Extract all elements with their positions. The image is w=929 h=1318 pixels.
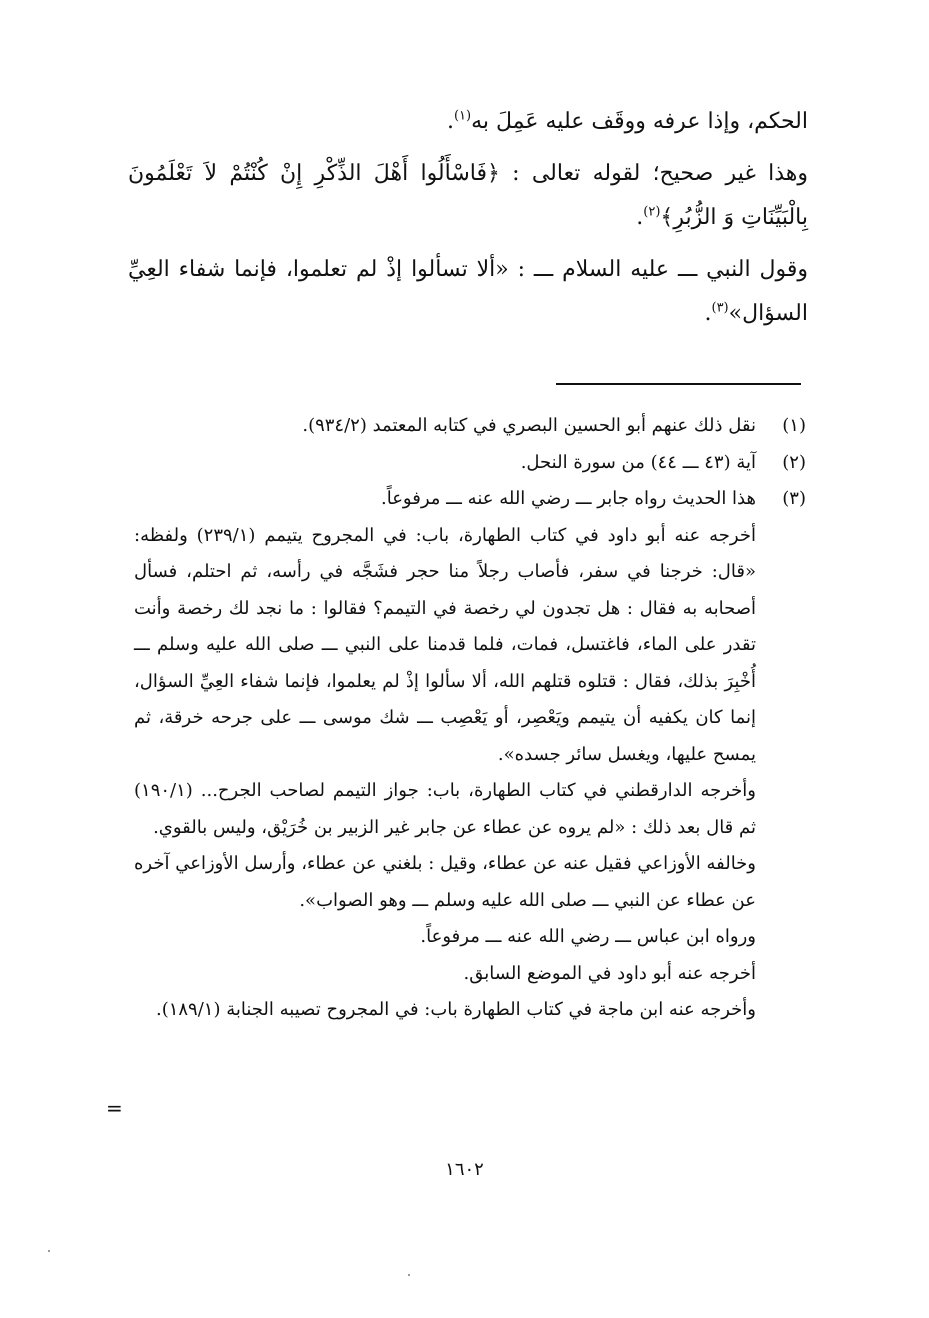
footnote-3	[134, 481, 806, 518]
footnote-text: نقل ذلك عنهم أبو الحسين البصري في كتابه المعتمد (٩٣٤/٢).	[302, 415, 756, 436]
body-text: وقول النبي ـــ عليه السلام ـــ : «ألا تسألوا إذْ لم تعلموا، فإنما شفاء العِيِّ السؤال»	[128, 257, 808, 326]
footnote-text: آية (٤٣ ـــ ٤٤) من سورة النحل.	[520, 451, 756, 473]
footnotes	[134, 408, 806, 1029]
continuation-marker: =	[106, 1096, 123, 1120]
footnote-continuation: وأخرجه الدارقطني في كتاب الطهارة، باب: جواز التيمم لصاحب الجرح... (١٩٠/١) ثم قال بعد ذلك : «لم يروه عن عطاء عن جابر غير الزبير بن خُرَيْق، وليس بالقوي.	[134, 780, 756, 838]
footnote-continuation: وخالفه الأوزاعي فقيل عنه عن عطاء، وقيل : بلغني عن عطاء، وأرسل الأوزاعي آخره عن عطاء عن النبي ـــ صلى الله عليه وسلم ـــ وهو الصواب».	[134, 853, 756, 911]
footnote-ref[interactable]: (١)	[453, 108, 472, 124]
footnote-continuation: وأخرجه عنه ابن ماجة في كتاب الطهارة باب: في المجروح تصيبه الجنابة (١٨٩/١).	[155, 999, 756, 1020]
footnote-ref[interactable]: (٣)	[711, 300, 729, 316]
footnote-separator	[556, 383, 801, 385]
body-paragraph-2: وهذا غير صحيح؛ لقوله تعالى : ﴿فَاسْأَلُوا أَهْلَ الذِّكْرِ إِنْ كُنْتُمْ لاَ تَعْلَمُونَ بِالْبَيِّنَاتِ وَ الزُّبُرِ﴾$^{(٢)}$.	[128, 161, 808, 230]
footnote-number: (٣)	[782, 488, 806, 509]
footnote-number: (١)	[782, 415, 806, 436]
footnote-1	[134, 408, 806, 445]
footnote-text: هذا الحديث رواه جابر ـــ رضي الله عنه ـــ مرفوعاً.	[380, 488, 756, 509]
body-text: وهذا غير صحيح؛ لقوله تعالى : ﴿فَاسْأَلُوا أَهْلَ الذِّكْرِ إِنْ كُنْتُمْ لاَ تَعْلَمُونَ بِالْبَيِّنَاتِ وَ الزُّبُرِ﴾	[128, 161, 808, 230]
footnote-continuation: أخرجه عنه أبو داود في كتاب الطهارة، باب: في المجروح يتيمم (٢٣٩/١) ولفظه: «قال: خرجنا في سفر، فأصاب رجلاً منا حجر فشَجَّه في رأسه، ثم احتلم، فسأل أصحابه به فقال : هل تجدون لي رخصة في التيمم؟ فقالوا : ما نجد لك رخصة وأنت تقدر على الماء، فاغتسل، فمات، فلما قدمنا على النبي ـــ صلى الله عليه وسلم ـــ أُخْبِرَ بذلك، فقال : قتلوه قتلهم الله، ألا سألوا إذْ لم يعلموا، فإنما شفاء العِيِّ السؤال، إنما كان يكفيه أن يتيمم ويَعْصِر، أو يَعْصِب ـــ شك موسى ـــ على جرحه خرقة، ثم يمسح عليها، ويغسل سائر جسده».	[134, 524, 756, 765]
footnote-number: (٢)	[782, 451, 806, 473]
scan-speck	[48, 1250, 50, 1252]
page-number: ١٦٠٢	[445, 1159, 484, 1180]
footnote-continuation: ورواه ابن عباس ـــ رضي الله عنه ـــ مرفوعاً.	[420, 926, 756, 947]
footnote-2	[134, 445, 806, 482]
footnote-continuation: أخرجه عنه أبو داود في الموضع السابق.	[463, 962, 756, 984]
body-paragraph-1: الحكم، وإذا عرفه ووقَف عليه عَمِلَ به$^{(١)}$.	[446, 108, 808, 134]
main-text	[128, 100, 808, 344]
scan-speck	[408, 1274, 410, 1276]
body-text: الحكم، وإذا عرفه ووقَف عليه عَمِلَ به	[471, 109, 808, 134]
body-paragraph-3: وقول النبي ـــ عليه السلام ـــ : «ألا تسألوا إذْ لم تعلموا، فإنما شفاء العِيِّ السؤال»$^{(٣)}$.	[128, 257, 808, 326]
footnote-ref[interactable]: (٢)	[643, 204, 661, 220]
